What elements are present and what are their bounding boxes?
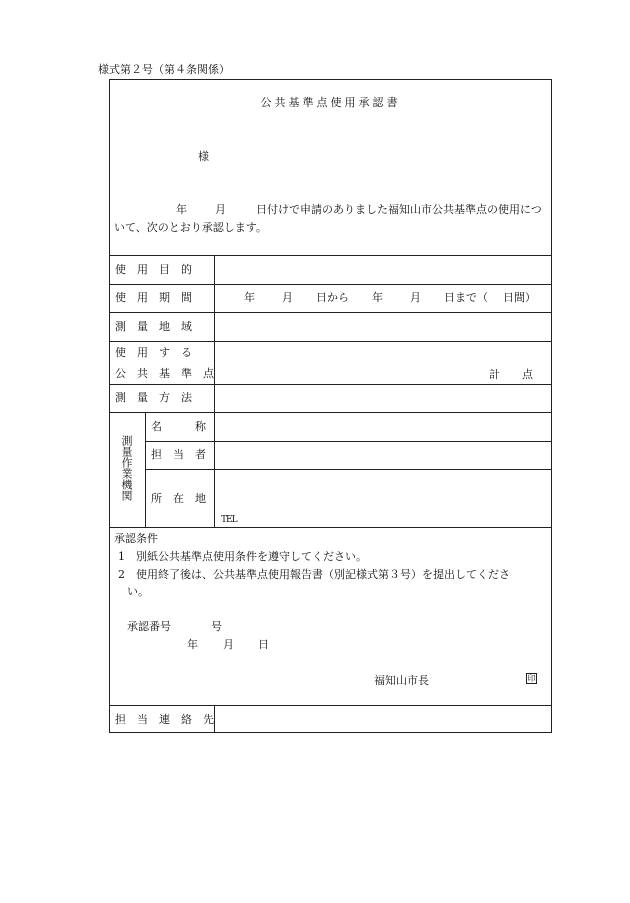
rule bbox=[145, 441, 551, 442]
rule bbox=[110, 255, 551, 256]
approval-date-day: 日 bbox=[258, 638, 269, 651]
rule bbox=[110, 284, 551, 285]
approval-number-suffix: 号 bbox=[211, 620, 222, 633]
rule bbox=[145, 469, 551, 470]
form-caption: 様式第２号（第４条関係） bbox=[98, 63, 230, 76]
period-label: 使 用 期 間 bbox=[115, 291, 192, 304]
area-label: 測 量 地 域 bbox=[115, 320, 192, 333]
period-days: 日間） bbox=[503, 291, 536, 304]
agency-name-label: 名 称 bbox=[151, 420, 206, 433]
approval-form bbox=[109, 79, 552, 733]
purpose-label: 使 用 目 的 bbox=[115, 263, 192, 276]
agency-person-label: 担 当 者 bbox=[151, 448, 206, 461]
rule bbox=[110, 312, 551, 313]
rule bbox=[214, 255, 215, 527]
conditions-heading: 承認条件 bbox=[114, 532, 158, 545]
agency-label: 測量作業機関 bbox=[120, 435, 133, 501]
form-title: 公共基準点使用承認書 bbox=[260, 96, 401, 109]
period-start-day: 日から bbox=[316, 291, 349, 304]
addressee-suffix: 様 bbox=[198, 150, 209, 163]
approval-date-year: 年 bbox=[187, 638, 198, 651]
period-start-month: 月 bbox=[282, 291, 293, 304]
points-label-line-2: 公 共 基 準 点 bbox=[115, 367, 214, 380]
intro-line-2: いて、次のとおり承認します。 bbox=[114, 221, 267, 234]
approval-number-label: 承認番号 bbox=[127, 620, 171, 633]
rule bbox=[145, 412, 146, 527]
period-end-day: 日まで（ bbox=[444, 291, 488, 304]
condition-item-1: 1 別紙公共基準点使用条件を遵守してください。 bbox=[118, 550, 367, 563]
condition-item-2-line-1: 2 使用終了後は、公共基準点使用報告書（別記様式第３号）を提出してくださ bbox=[118, 568, 510, 581]
points-label-line-1: 使 用 す る bbox=[115, 346, 192, 359]
seal-mark: 印 bbox=[527, 674, 536, 683]
rule bbox=[110, 705, 551, 706]
period-end-month: 月 bbox=[410, 291, 421, 304]
method-label: 測 量 方 法 bbox=[115, 391, 192, 404]
intro-year: 年 bbox=[176, 203, 187, 216]
agency-address-label: 所 在 地 bbox=[151, 492, 206, 505]
approval-date-month: 月 bbox=[223, 638, 234, 651]
intro-line-1: 日付けで申請のありました福知山市公共基準点の使用につ bbox=[256, 203, 542, 216]
condition-item-2-line-2: い。 bbox=[127, 585, 149, 598]
intro-month: 月 bbox=[215, 203, 226, 216]
issuer-title: 福知山市長 bbox=[374, 674, 429, 687]
rule bbox=[110, 384, 551, 385]
period-start-year: 年 bbox=[244, 291, 255, 304]
rule bbox=[110, 527, 551, 528]
rule bbox=[214, 705, 215, 733]
rule bbox=[110, 412, 551, 413]
agency-tel-label: TEL bbox=[221, 515, 237, 525]
period-end-year: 年 bbox=[372, 291, 383, 304]
contact-label: 担 当 連 絡 先 bbox=[115, 713, 214, 726]
points-count-unit: 計 点 bbox=[489, 368, 533, 381]
rule bbox=[110, 341, 551, 342]
